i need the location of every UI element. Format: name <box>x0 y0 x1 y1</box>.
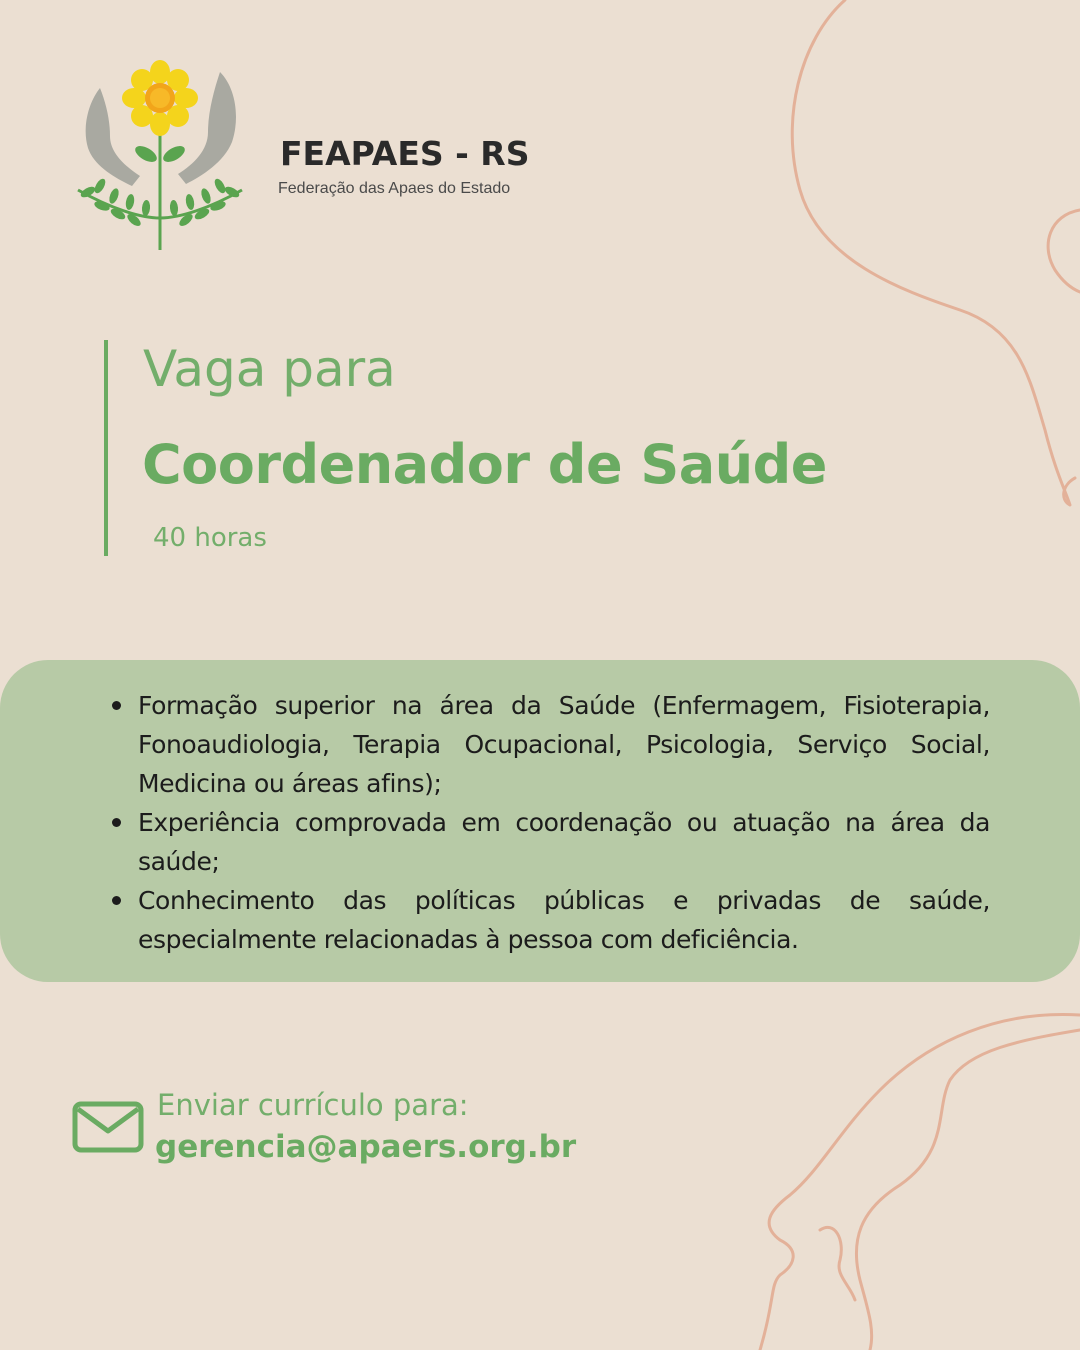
face-line-bottom <box>760 1014 1080 1350</box>
job-intro: Vaga para <box>143 340 396 398</box>
org-name: FEAPAES - RS <box>280 134 530 173</box>
requirement-item: Experiência comprovada em coordenação ou atuação na área da saúde; <box>138 803 990 881</box>
job-title: Coordenador de Saúde <box>142 433 827 496</box>
sunflower-hands-logo-icon <box>70 58 250 253</box>
requirement-item: Formação superior na área da Saúde (Enfermagem, Fisioterapia, Fonoaudiologia, Terapia Ocupacional, Psicologia, Serviço Social, Medicina ou áreas afins); <box>138 686 990 803</box>
face-line-bottom-3 <box>820 1227 855 1300</box>
face-line-bottom-2 <box>856 1030 1080 1350</box>
requirement-item: Conhecimento das políticas públicas e privadas de saúde, especialmente relacionadas à pessoa com deficiência. <box>138 881 990 959</box>
title-accent-bar <box>104 340 108 556</box>
job-hours: 40 horas <box>153 523 267 553</box>
org-subtitle: Federação das Apaes do Estado <box>278 180 511 197</box>
face-line-top <box>792 0 1075 505</box>
requirements-list <box>138 686 990 959</box>
envelope-icon <box>72 1101 144 1153</box>
contact-label: Enviar currículo para: <box>157 1088 469 1122</box>
contact-email-link[interactable]: gerencia@apaers.org.br <box>155 1129 577 1165</box>
face-line-top-2 <box>1048 210 1080 292</box>
